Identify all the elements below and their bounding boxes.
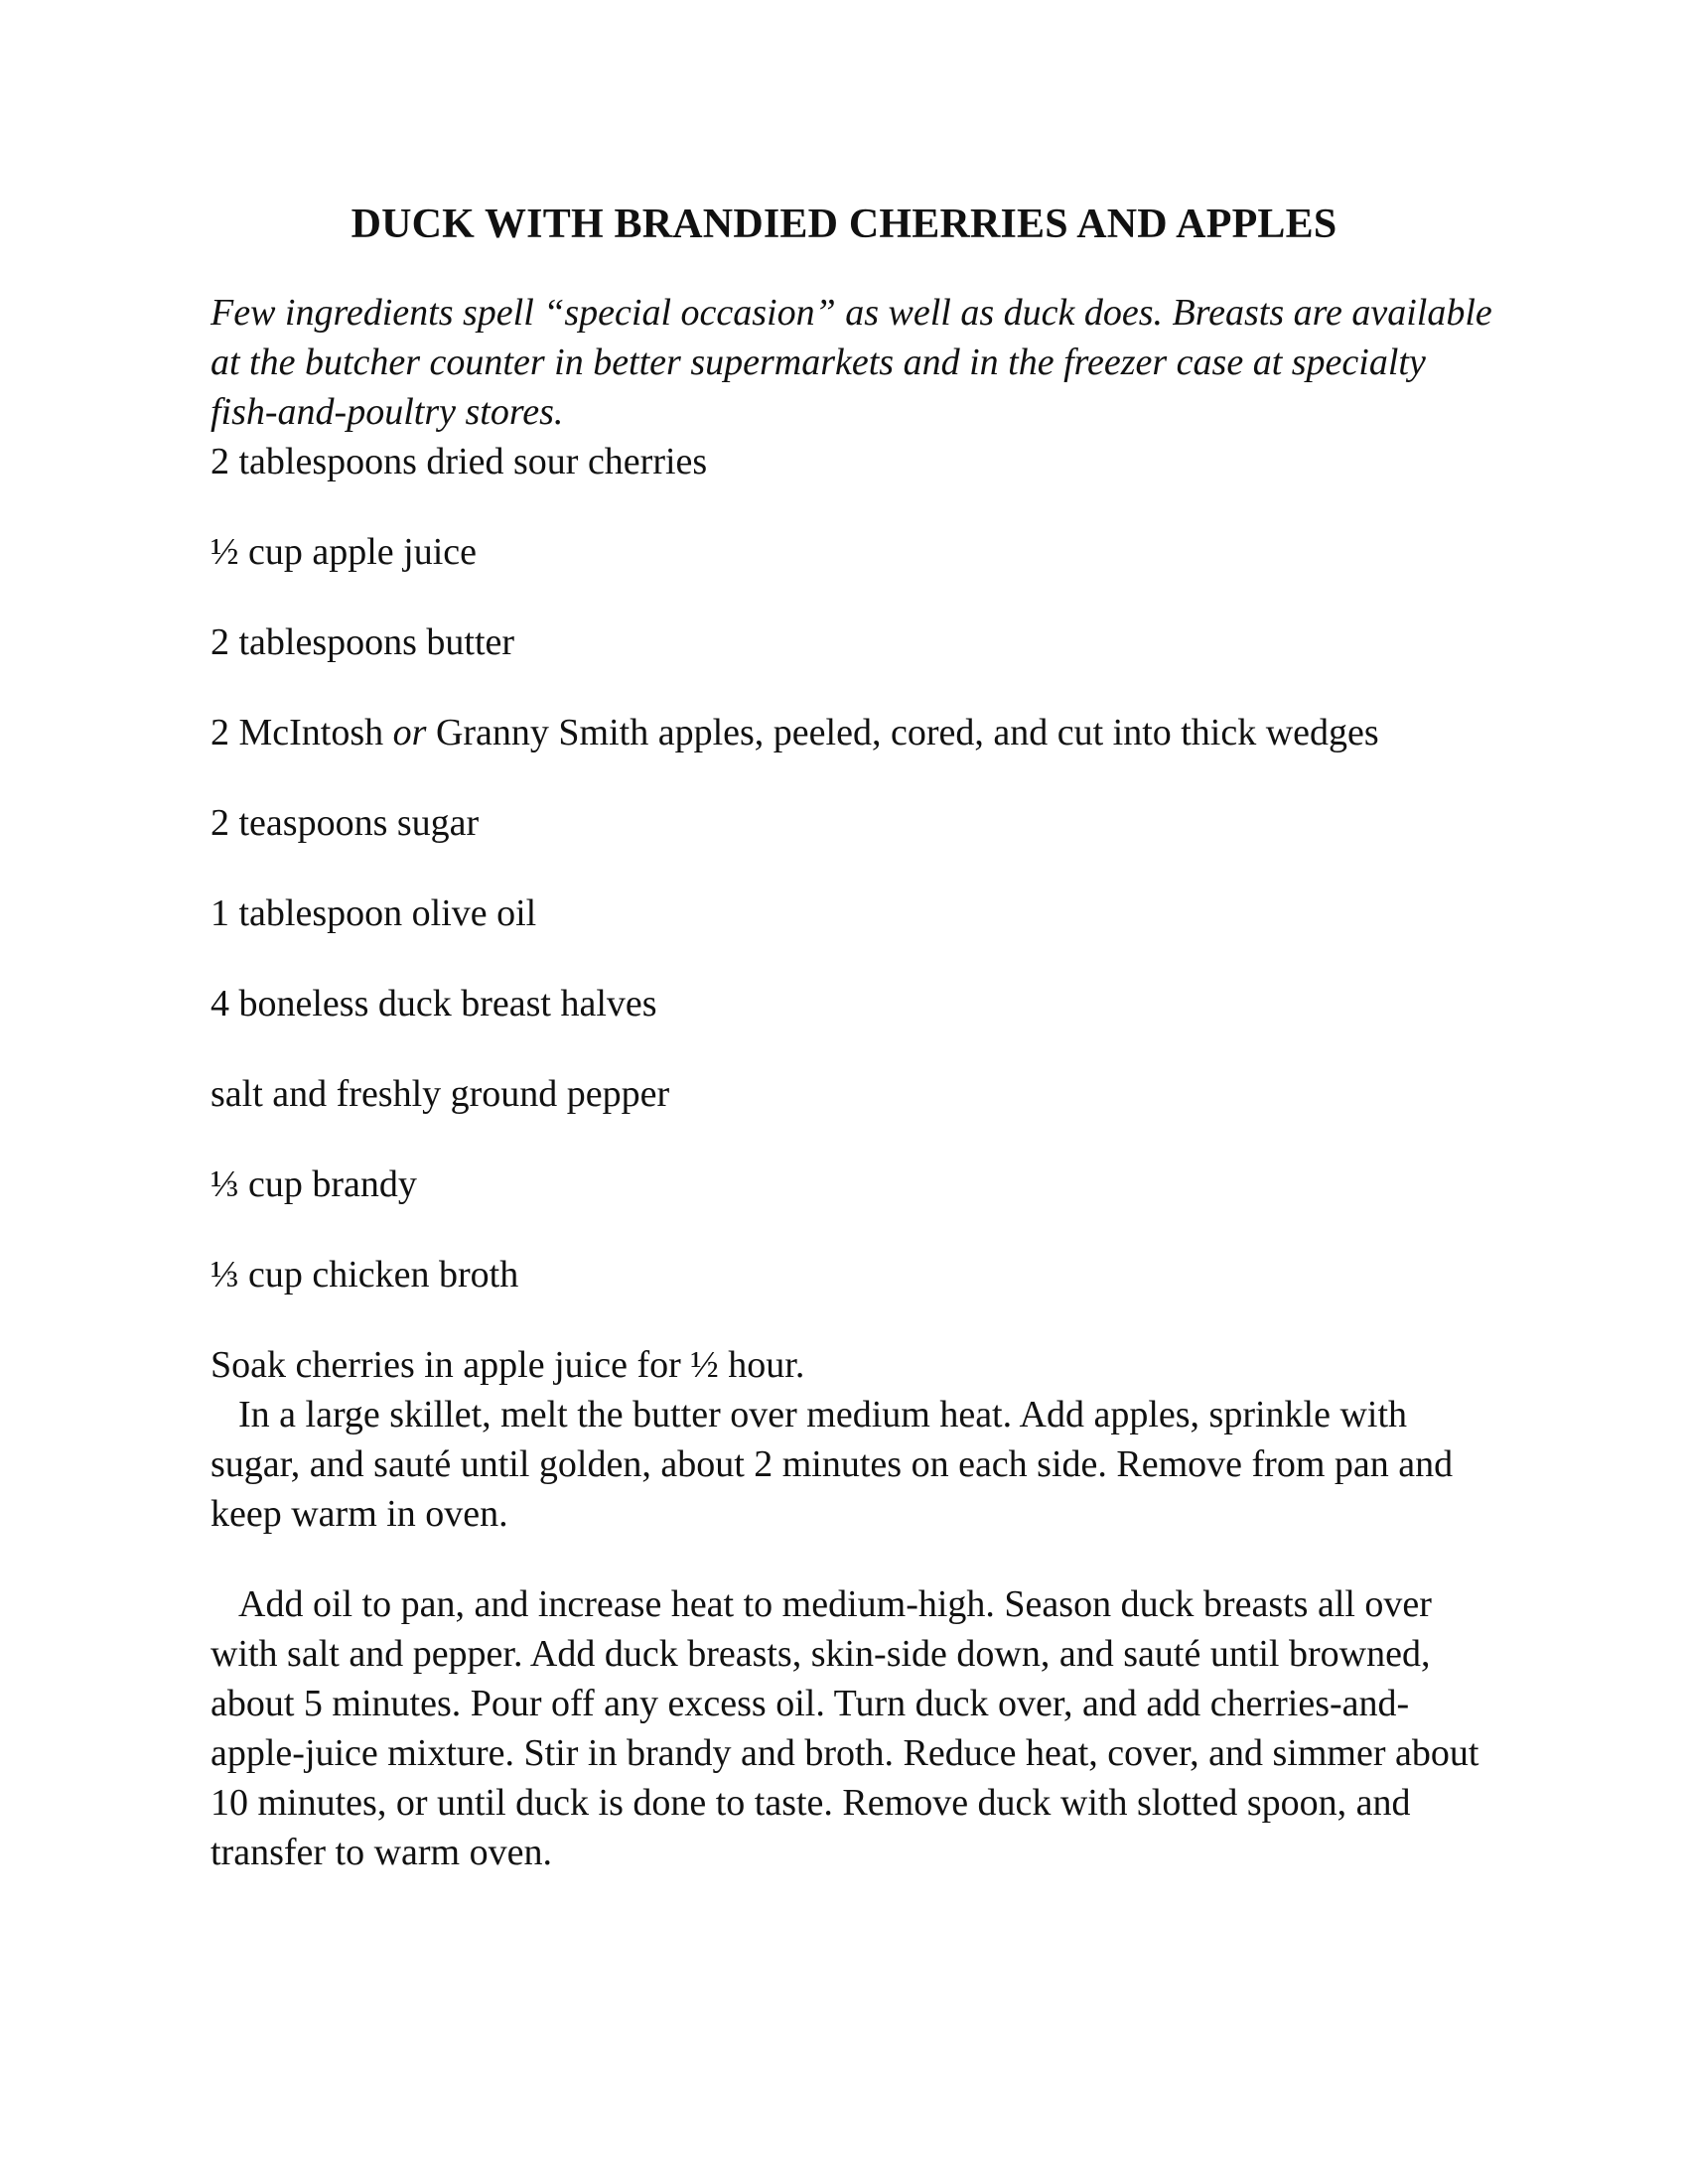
ingredient-item: 2 tablespoons dried sour cherries	[211, 441, 708, 482]
ingredient-item: salt and freshly ground pepper	[211, 1073, 670, 1115]
direction-step: Soak cherries in apple juice for ½ hour.	[211, 1344, 805, 1386]
ingredient-item: 4 boneless duck breast halves	[211, 983, 657, 1024]
direction-step: In a large skillet, melt the butter over medium heat. Add apples, sprinkle with sugar, and sauté until golden, about 2 minutes on each side. Remove from pan and keep warm in oven.	[211, 1394, 1454, 1535]
recipe-title: DUCK WITH BRANDIED CHERRIES AND APPLES	[351, 202, 1337, 247]
ingredient-text: Granny Smith apples, peeled, cored, and cut into thick wedges	[426, 712, 1379, 753]
ingredient-list	[211, 437, 1501, 1299]
ingredient-item: ⅓ cup chicken broth	[211, 1254, 519, 1296]
ingredient-item: 1 tablespoon olive oil	[211, 892, 537, 934]
ingredient-item: ½ cup apple juice	[211, 531, 478, 573]
ingredient-item: ⅓ cup brandy	[211, 1163, 417, 1205]
directions	[211, 1340, 1501, 1877]
recipe-intro: Few ingredients spell “special occasion” as well as duck does. Breasts are available at the butcher counter in better supermarkets and in the freezer case at specialty fish-and-poultry stores.	[211, 292, 1492, 433]
ingredient-text: 2 McIntosh	[211, 712, 393, 753]
direction-step: Add oil to pan, and increase heat to medium-high. Season duck breasts all over with salt and pepper. Add duck breasts, skin-side down, and sauté until browned, about 5 minutes. Pour off any excess oil. Turn duck over, and add cherries-and-apple-juice mixture. Stir in brandy and broth. Reduce heat, cover, and simmer about 10 minutes, or until duck is done to taste. Remove duck with slotted spoon, and transfer to warm oven.	[211, 1583, 1479, 1873]
recipe-page	[211, 195, 1501, 1877]
ingredient-item: 2 tablespoons butter	[211, 621, 515, 663]
ingredient-alternative-word: or	[392, 712, 427, 753]
ingredient-item: 2 teaspoons sugar	[211, 802, 480, 844]
ingredient-item-apples	[211, 708, 1501, 757]
